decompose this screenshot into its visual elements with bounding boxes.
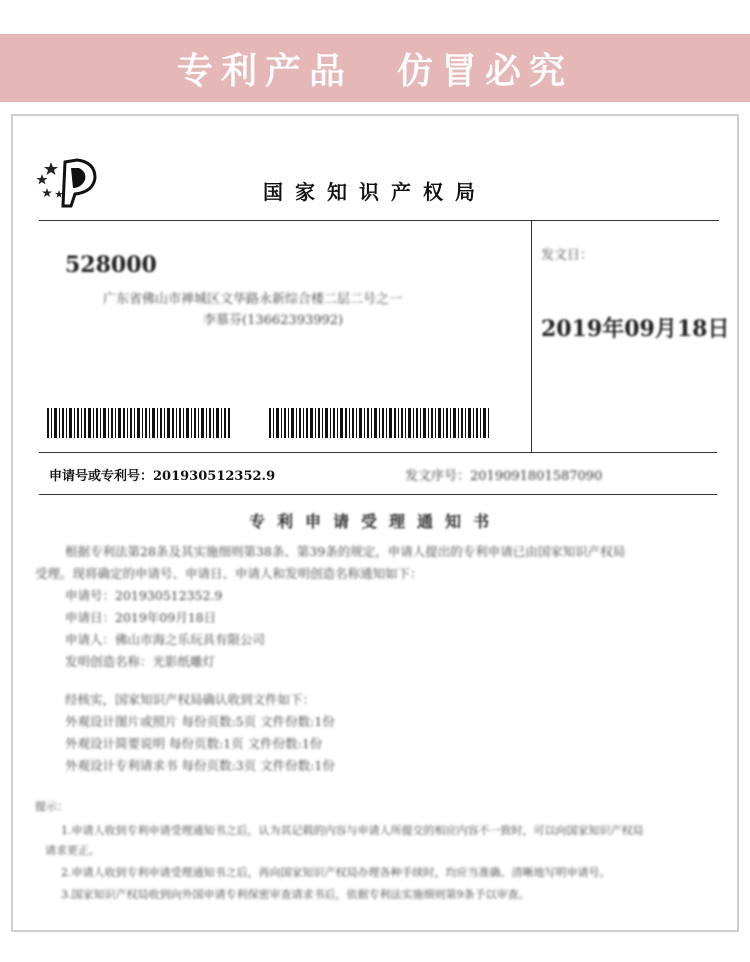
application-number: 申请号或专利号：201930512352.9 <box>49 469 276 484</box>
barcode-left <box>47 408 231 438</box>
banner-text: 专利产品 仿冒必究 <box>176 50 573 92</box>
send-date-label: 发文日： <box>541 248 594 263</box>
field-applicant: 申请人：佛山市海之乐玩具有限公司 <box>65 632 266 647</box>
header-divider <box>39 220 719 221</box>
document-entry: 外观设计专利请求书 每份页数:3页 文件份数:1份 <box>65 758 335 773</box>
document-entry: 外观设计简要说明 每份页数:1页 文件份数:1份 <box>65 736 323 751</box>
paragraph-line: 根据专利法第28条及其实施细则第38条、第39条的规定，申请人提出的专利申请已由国家知识产权局 <box>65 544 626 559</box>
verified-heading: 经核实，国家知识产权局确认收到文件如下： <box>65 692 316 707</box>
barcode-right <box>269 408 489 438</box>
hint-line: 请求更正。 <box>45 844 100 857</box>
hint-line: 1.申请人收到专利申请受理通知书之后，认为其记载的内容与申请人所提交的相应内容不一致时，可以向国家知识产权局 <box>61 824 644 837</box>
patent-notice-document <box>11 114 739 932</box>
recipient-address: 广东省佛山市禅城区文华路永新综合楼二层二号之一 <box>103 292 403 307</box>
address-block-divider <box>39 452 717 453</box>
paragraph-line: 受理。现将确定的申请号、申请日、申请人和发明创造名称通知如下： <box>35 566 423 581</box>
office-name-title: 国家知识产权局 <box>263 180 487 204</box>
field-invention-name: 发明创造名称：光影纸雕灯 <box>65 654 216 669</box>
recipient-name: 李慕芬(13662393992) <box>203 313 344 328</box>
patent-office-emblem-icon <box>35 158 101 208</box>
postcode: 528000 <box>65 252 157 278</box>
send-date-value: 2019年09月18日 <box>541 316 730 342</box>
hints-heading: 提示： <box>35 800 68 813</box>
top-banner <box>0 34 750 102</box>
hint-line: 2.申请人收到专利申请受理通知书之后，再向国家知识产权局办理各种手续时，均应当准确、清晰地写明申请号。 <box>61 866 611 879</box>
hint-line: 3.国家知识产权局收到向外国申请专利保密审查请求书后，依据专利法实施细则第9条予以审查。 <box>61 888 530 901</box>
send-serial-number: 发文序号：2019091801587090 <box>405 469 603 484</box>
notice-title: 专利申请受理通知书 <box>248 512 501 531</box>
date-column-divider <box>531 220 532 452</box>
field-application-number: 申请号：201930512352.9 <box>65 588 223 603</box>
field-application-date: 申请日：2019年09月18日 <box>65 610 217 625</box>
number-row-divider <box>39 494 717 495</box>
document-entry: 外观设计图片或照片 每份页数:5页 文件份数:1份 <box>65 714 335 729</box>
